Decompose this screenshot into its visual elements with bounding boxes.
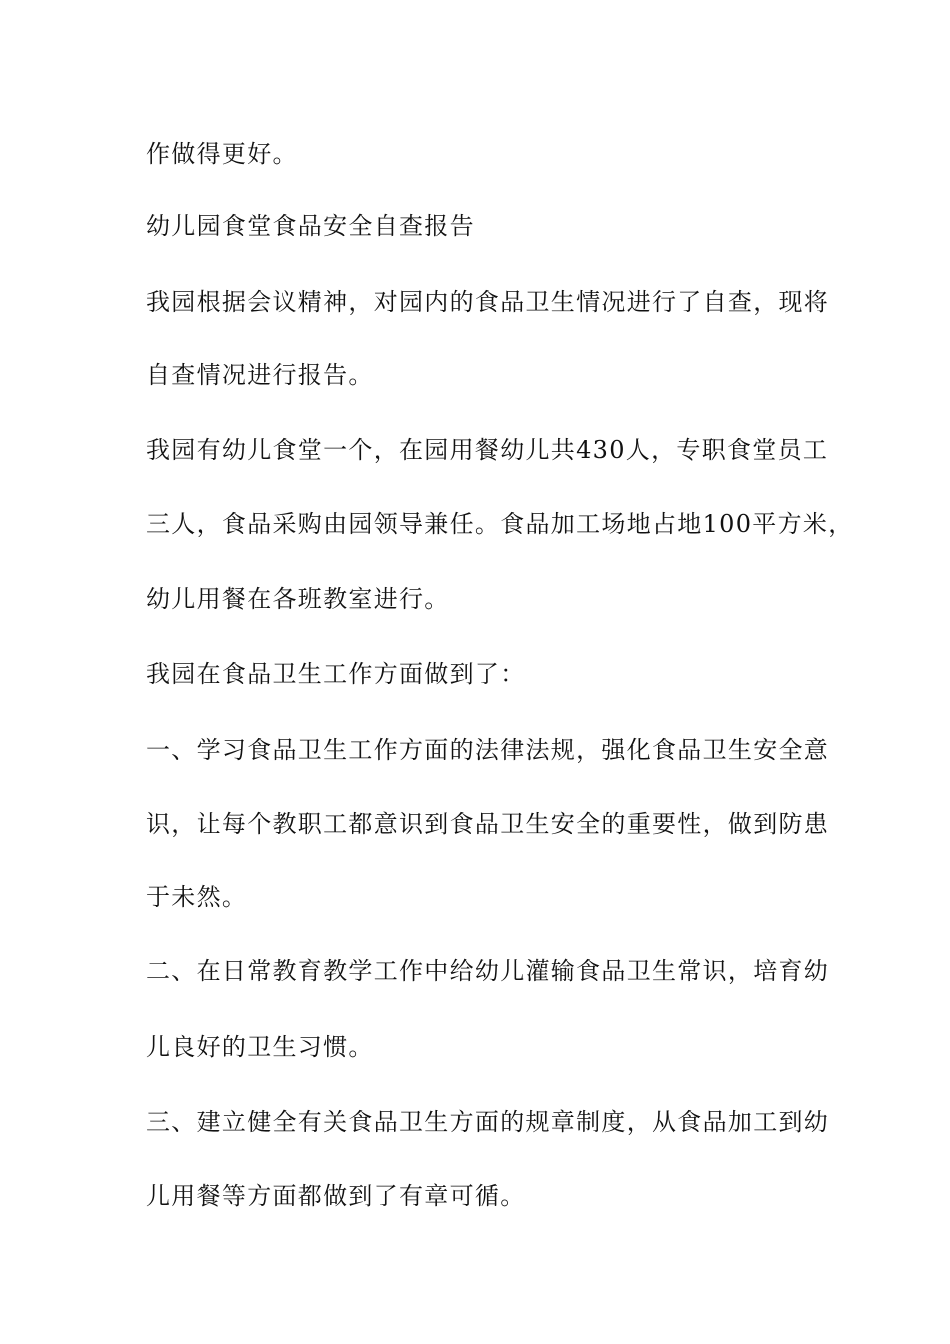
text-line: 自查情况进行报告。	[146, 361, 374, 389]
text-line-continuation: 作做得更好。	[146, 140, 298, 168]
text-line: 于未然。	[146, 883, 248, 911]
text-line: 我园在食品卫生工作方面做到了：	[146, 660, 526, 688]
text-line: 三人，食品采购由园领导兼任。食品加工场地占地100平方米，	[146, 510, 854, 538]
text-line: 儿用餐等方面都做到了有章可循。	[146, 1182, 526, 1210]
text-line: 我园有幼儿食堂一个，在园用餐幼儿共430人，专职食堂员工	[146, 436, 829, 464]
text-line: 三、建立健全有关食品卫生方面的规章制度，从食品加工到幼	[146, 1108, 830, 1136]
text-line: 识，让每个教职工都意识到食品卫生安全的重要性，做到防患	[146, 810, 830, 838]
text-line: 幼儿用餐在各班教室进行。	[146, 585, 450, 613]
section-heading: 幼儿园食堂食品安全自查报告	[146, 212, 475, 240]
text-line: 一、学习食品卫生工作方面的法律法规，强化食品卫生安全意	[146, 736, 830, 764]
text-line: 儿良好的卫生习惯。	[146, 1033, 374, 1061]
text-line: 我园根据会议精神，对园内的食品卫生情况进行了自查，现将	[146, 288, 830, 316]
text-line: 二、在日常教育教学工作中给幼儿灌输食品卫生常识，培育幼	[146, 957, 830, 985]
